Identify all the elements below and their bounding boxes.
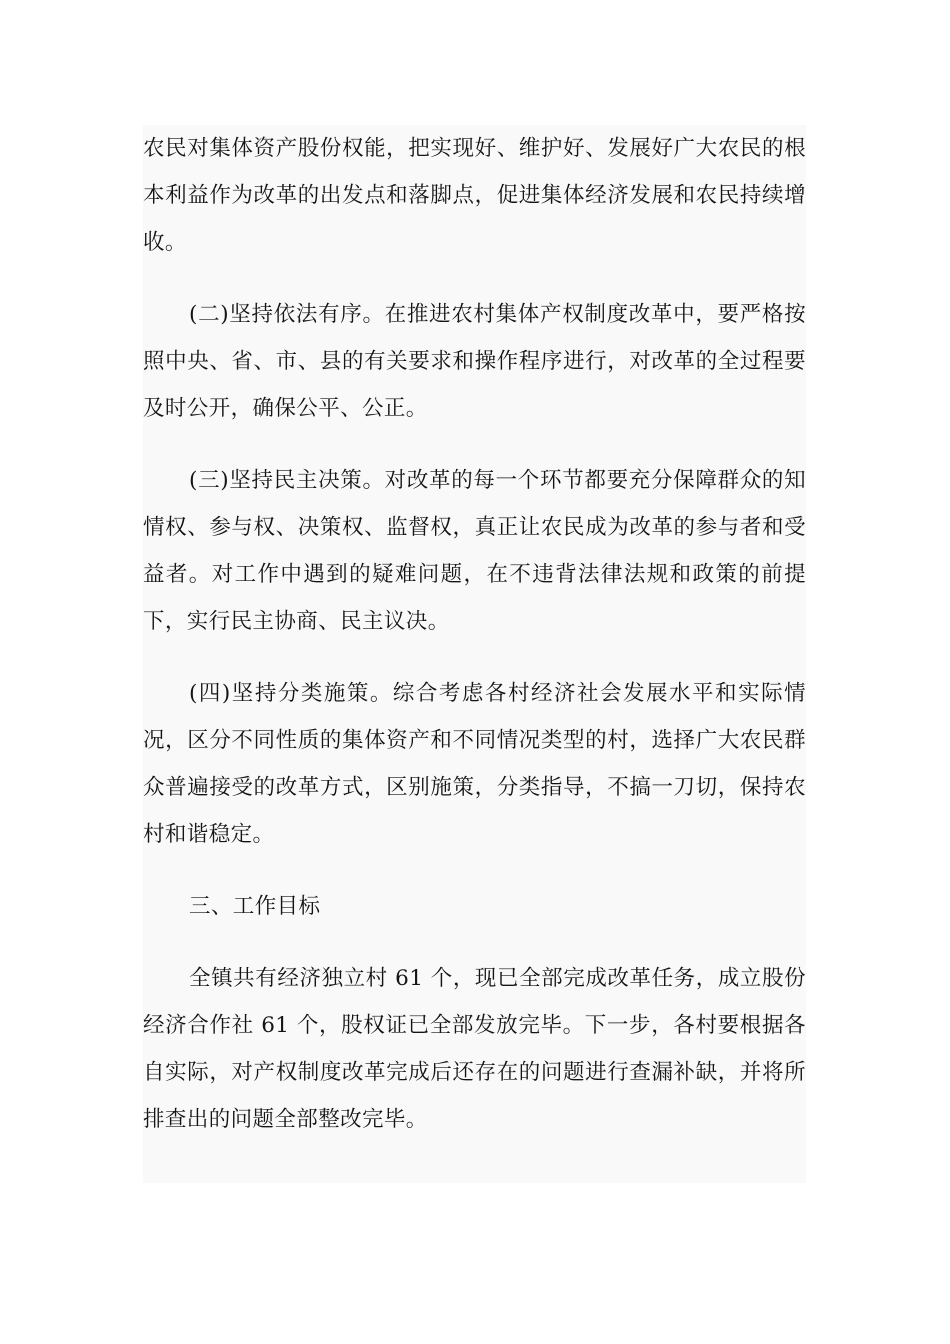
paragraph-principle-2: (二)坚持依法有序。在推进农村集体产权制度改革中，要严格按照中央、省、市、县的有关要求和操作程序进行，对改革的全过程要及时公开，确保公平、公正。	[143, 302, 806, 421]
paragraph-work-goals: 全镇共有经济独立村 61 个，现已全部完成改革任务，成立股份经济合作社 61 个，股权证已全部发放完毕。下一步，各村要根据各自实际，对产权制度改革完成后还存在的问题进行查漏补缺，并将所排查出的问题全部整改完毕。	[143, 966, 806, 1132]
section-heading-work-goals: 三、工作目标	[189, 894, 321, 919]
paragraph-principle-4: (四)坚持分类施策。综合考虑各村经济社会发展水平和实际情况，区分不同性质的集体资产和不同情况类型的村，选择广大农民群众普遍接受的改革方式，区别施策，分类指导，不搞一刀切，保持农村和谐稳定。	[143, 681, 806, 847]
document-body	[143, 125, 806, 1183]
paragraph-principle-3: (三)坚持民主决策。对改革的每一个环节都要充分保障群众的知情权、参与权、决策权、监督权，真正让农民成为改革的参与者和受益者。对工作中遇到的疑难问题，在不违背法律法规和政策的前提下，实行民主协商、民主议决。	[143, 468, 806, 634]
paragraph-continuation: 农民对集体资产股份权能，把实现好、维护好、发展好广大农民的根本利益作为改革的出发点和落脚点，促进集体经济发展和农民持续增收。	[143, 136, 806, 255]
